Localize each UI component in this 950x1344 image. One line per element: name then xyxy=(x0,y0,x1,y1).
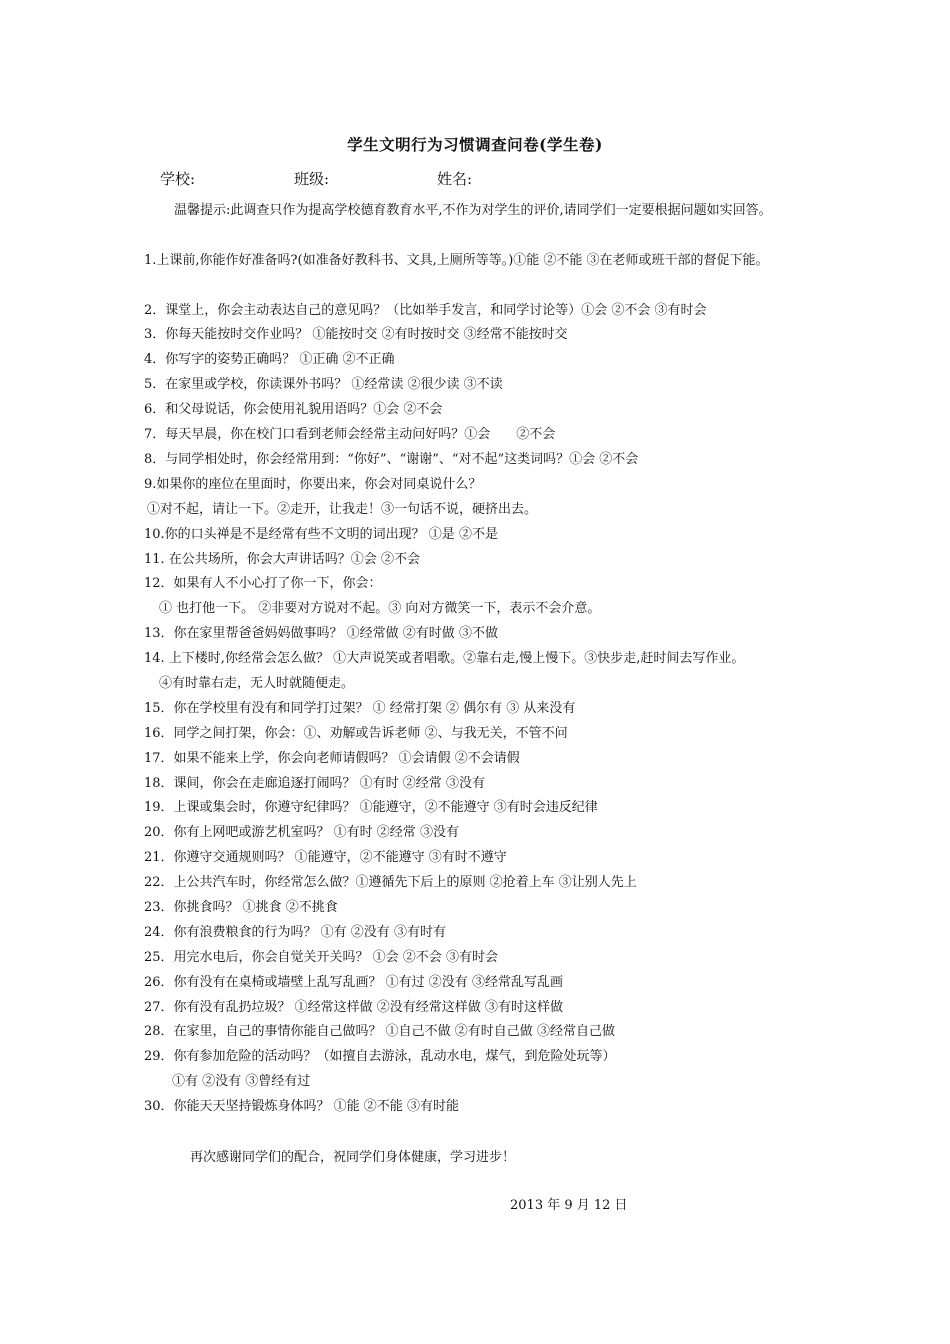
question-20: 20．你有上网吧或游艺机室吗？ ①有时 ②经常 ③没有 xyxy=(144,825,459,841)
question-26: 26．你有没有在桌椅或墙壁上乱写乱画？ ①有过 ②没有 ③经常乱写乱画 xyxy=(144,974,563,990)
question-25: 25．用完水电后，你会自觉关开关吗？ ①会 ②不会 ③有时会 xyxy=(144,949,498,965)
document-date: 2013 年 9 月 12 日 xyxy=(510,1198,628,1213)
closing-message: 再次感谢同学们的配合，祝同学们身体健康，学习进步！ xyxy=(190,1150,516,1165)
question-1: 1.上课前,你能作好准备吗?(如准备好教科书、文具,上厕所等等。)①能 ②不能 ③在老师或班干部的督促下能。 xyxy=(144,252,769,268)
question-4: 4．你写字的姿势正确吗？ ①正确 ②不正确 xyxy=(144,352,395,368)
question-12: 12．如果有人不小心打了你一下，你会： xyxy=(144,576,382,592)
name-field-label: 姓名: xyxy=(437,170,473,188)
question-14-options-cont: ④有时靠右走，无人时就随便走。 xyxy=(159,675,355,691)
question-21: 21．你遵守交通规则吗？ ①能遵守，②不能遵守 ③有时不遵守 xyxy=(144,850,507,866)
question-11: 11. 在公共场所，你会大声讲话吗？①会 ②不会 xyxy=(144,551,420,567)
question-13: 13．你在家里帮爸爸妈妈做事吗？ ①经常做 ②有时做 ③不做 xyxy=(144,626,498,642)
survey-body xyxy=(144,199,816,1120)
question-9: 9.如果你的座位在里面时，你要出来，你会对同桌说什么？ xyxy=(144,476,482,492)
question-23: 23．你挑食吗？ ①挑食 ②不挑食 xyxy=(144,899,338,915)
question-5: 5．在家里或学校，你读课外书吗？ ①经常读 ②很少读 ③不读 xyxy=(144,377,503,393)
question-2: 2．课堂上，你会主动表达自己的意见吗？（比如举手发言，和同学讨论等）①会 ②不会 ③有时会 xyxy=(144,302,707,318)
question-28: 28．在家里，自己的事情你能自己做吗？ ①自己不做 ②有时自己做 ③经常自己做 xyxy=(144,1024,615,1040)
question-29-options: ①有 ②没有 ③曾经有过 xyxy=(172,1074,311,1090)
question-9-options: ①对不起，请让一下。②走开，让我走！③一句话不说，硬挤出去。 xyxy=(147,501,538,517)
question-3: 3．你每天能按时交作业吗？ ①能按时交 ②有时按时交 ③经常不能按时交 xyxy=(144,327,568,343)
question-22: 22．上公共汽车时，你经常怎么做？①遵循先下后上的原则 ②抢着上车 ③让别人先上 xyxy=(144,875,637,891)
question-18: 18．课间，你会在走廊追逐打闹吗？ ①有时 ②经常 ③没有 xyxy=(144,775,485,791)
intro-text: 温馨提示:此调查只作为提高学校德育教育水平,不作为对学生的评价,请同学们一定要根据问题如实回答。 xyxy=(174,203,772,218)
question-19: 19．上课或集会时，你遵守纪律吗？ ①能遵守，②不能遵守 ③有时会违反纪律 xyxy=(144,800,598,816)
question-24: 24．你有浪费粮食的行为吗？ ①有 ②没有 ③有时有 xyxy=(144,924,446,940)
question-29: 29．你有参加危险的活动吗？（如擅自去游泳，乱动水电，煤气，到危险处玩等） xyxy=(144,1049,616,1065)
question-16: 16．同学之间打架，你会：①、劝解或告诉老师 ②、与我无关，不管不问 xyxy=(144,725,568,741)
question-14: 14. 上下楼时,你经常会怎么做？ ①大声说笑或者唱歌。②靠右走,慢上慢下。③快步走,赶时间去写作业。 xyxy=(144,651,745,667)
question-12-options: ① 也打他一下。 ②非要对方说对不起。③ 向对方微笑一下，表示不会介意。 xyxy=(159,601,601,617)
question-7: 7．每天早晨，你在校门口看到老师会经常主动问好吗？①会 ②不会 xyxy=(144,427,556,443)
question-17: 17．如果不能来上学，你会向老师请假吗？ ①会请假 ②不会请假 xyxy=(144,750,520,766)
school-field-label: 学校: xyxy=(160,170,196,188)
question-27: 27．你有没有乱扔垃圾？ ①经常这样做 ②没有经常这样做 ③有时这样做 xyxy=(144,999,563,1015)
question-30: 30．你能天天坚持锻炼身体吗？ ①能 ②不能 ③有时能 xyxy=(144,1099,459,1115)
question-15: 15．你在学校里有没有和同学打过架？ ① 经常打架 ② 偶尔有 ③ 从来没有 xyxy=(144,700,576,716)
page-title: 学生文明行为习惯调查问卷(学生卷) xyxy=(347,135,603,154)
question-8: 8．与同学相处时，你会经常用到：“你好”、“谢谢”、“对不起”这类词吗？①会 ②不会 xyxy=(144,451,639,467)
question-6: 6．和父母说话，你会使用礼貌用语吗？①会 ②不会 xyxy=(144,402,443,418)
question-10: 10.你的口头禅是不是经常有些不文明的词出现？ ①是 ②不是 xyxy=(144,526,498,542)
class-field-label: 班级: xyxy=(294,170,330,188)
